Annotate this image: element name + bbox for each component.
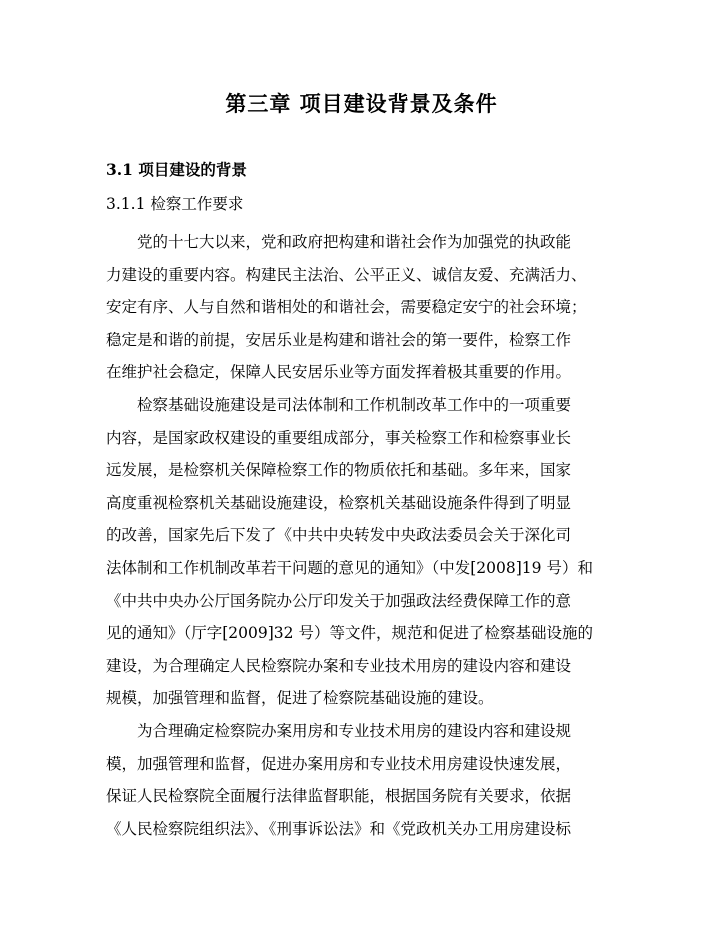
paragraph-3 xyxy=(106,715,616,845)
text-line: 《人民检察院组织法》、《刑事诉讼法》和《党政机关办工用房建设标 xyxy=(106,819,572,838)
text-line: 在维护社会稳定，保障人民安居乐业等方面发挥着极其重要的作用。 xyxy=(106,363,572,382)
text-line: 见的通知》（厅字[2009]32 号）等文件，规范和促进了检察基础设施的 xyxy=(106,624,593,643)
text-line: 力建设的重要内容。构建民主法治、公平正义、诚信友爱、充满活力、 xyxy=(106,265,587,284)
text-line: 保证人民检察院全面履行法律监督职能，根据国务院有关要求，依据 xyxy=(106,787,572,806)
paragraph-2 xyxy=(106,389,616,715)
text-line: 的改善，国家先后下发了《中共中央转发中央政法委员会关于深化司 xyxy=(106,526,572,545)
text-line: 模，加强管理和监督，促进办案用房和专业技术用房建设快速发展， xyxy=(106,754,572,773)
text-line: 内容，是国家政权建设的重要组成部分，事关检察工作和检察事业长 xyxy=(106,428,572,447)
text-line: 安定有序、人与自然和谐相处的和谐社会，需要稳定安宁的社会环境； xyxy=(106,298,587,317)
text-line: 检察基础设施建设是司法体制和工作机制改革工作中的一项重要 xyxy=(106,395,572,414)
paragraph-1 xyxy=(106,226,616,389)
subsection-heading: 3.1.1 检察工作要求 xyxy=(106,195,244,213)
text-line: 高度重视检察机关基础设施建设，检察机关基础设施条件得到了明显 xyxy=(106,493,572,512)
text-line: 法体制和工作机制改革若干问题的意见的通知》（中发[2008]19 号）和 xyxy=(106,558,593,577)
section-heading: 3.1 项目建设的背景 xyxy=(106,160,247,179)
text-line: 建设，为合理确定人民检察院办案和专业技术用房的建设内容和建设 xyxy=(106,656,572,675)
body-text xyxy=(106,226,616,845)
text-line: 远发展，是检察机关保障检察工作的物质依托和基础。多年来，国家 xyxy=(106,461,572,480)
text-line: 《中共中央办公厅国务院办公厅印发关于加强政法经费保障工作的意 xyxy=(106,591,572,610)
text-line: 为合理确定检察院办案用房和专业技术用房的建设内容和建设规 xyxy=(106,721,572,740)
text-line: 规模，加强管理和监督，促进了检察院基础设施的建设。 xyxy=(106,689,494,708)
text-line: 稳定是和谐的前提，安居乐业是构建和谐社会的第一要件，检察工作 xyxy=(106,330,572,349)
chapter-title: 第三章 项目建设背景及条件 xyxy=(225,91,498,116)
text-line: 党的十七大以来，党和政府把构建和谐社会作为加强党的执政能 xyxy=(106,233,572,251)
